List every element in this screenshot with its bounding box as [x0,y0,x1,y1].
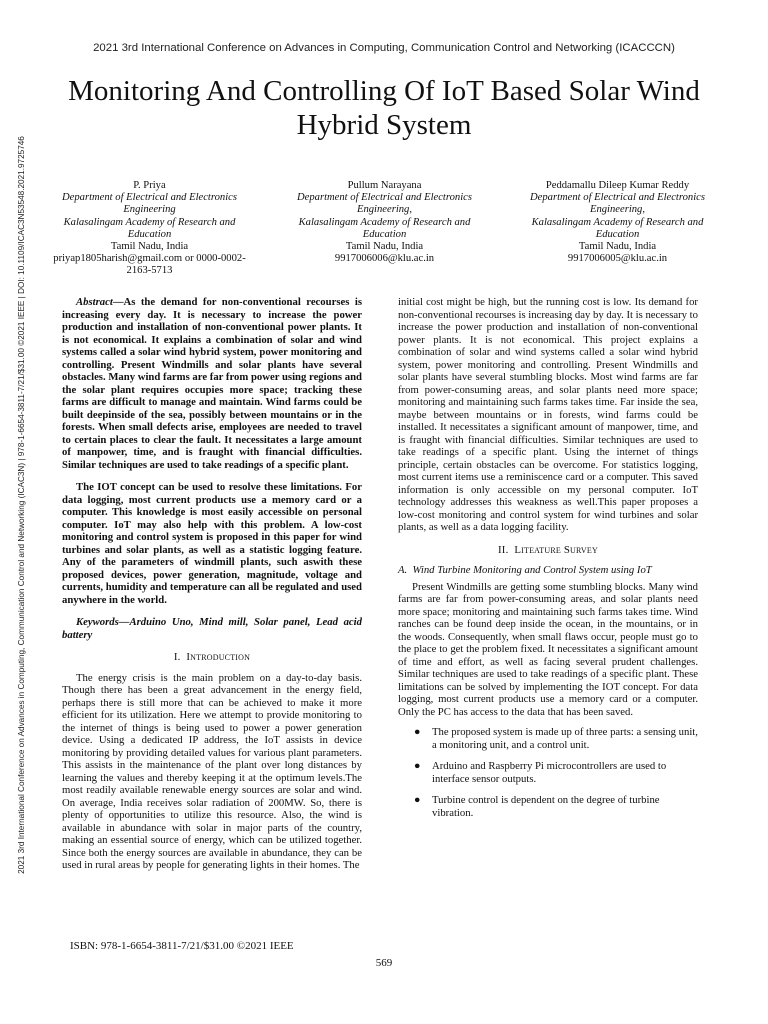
author-contact: priyap1805harish@gmail.com or 0000-0002-2163-5713 [53,253,246,277]
author-block-1 [42,180,257,278]
author-institution: Kalasalingam Academy of Research and Education [531,216,704,240]
author-contact: 9917006006@klu.ac.in [334,253,435,265]
list-item [398,760,698,785]
bullet-icon: ● [414,726,421,738]
conference-header: 2021 3rd International Conference on Advances in Computing, Communication Control and Networking (ICACCCN) [93,42,675,54]
author-institution: Kalasalingam Academy of Research and Education [298,216,471,240]
bullet-icon: ● [414,760,421,772]
bullet-text: Arduino and Raspberry Pi microcontrollers are used to interface sensor outputs. [432,760,667,785]
section-number: I. [173,651,181,663]
author-location: Tamil Nadu, India [578,241,657,253]
keywords-lead: Keywords [76,616,119,628]
side-doi-note: 2021 3rd International Conference on Advances in Computing, Communication Control and Networking (ICAC3N) | 978-1-6654-3811-7/21/$31.00 ©2021 IEEE | DOI: 10.1109/ICAC3N53548.2021.9725746 [17,136,26,874]
author-location: Tamil Nadu, India [110,241,189,253]
right-column [398,296,698,828]
subsection-label: A. [398,564,408,576]
subsection-heading [398,564,698,577]
section-heading-survey [398,544,698,557]
author-name: Pullum Narayana [347,180,422,191]
section-number: II. [498,543,509,556]
keywords-paragraph [62,616,362,641]
page-number: 569 [375,957,393,969]
abstract-paragraph [62,296,362,471]
author-block-2 [277,180,492,265]
author-block-3 [510,180,725,265]
list-item [398,726,698,751]
author-contact: 9917006005@klu.ac.in [567,253,668,265]
survey-paragraph: Present Windmills are getting some stumbling blocks. Many wind farms are far from power-consuming areas, and solar plants need more space; monitoring and maintaining such farms takes time. Wind ranches can be found deep inside the ocean, in the mountains, or in the woods. Consequently, when small flaws occur, people must go to the place to get the problem fixed. It necessitates a significant amount of time and effort, as well as facing several prudent challenges. Similar techniques are used to take readings of a specific plant. These limitations can be solved by implementing the IOT concept. For data logging, most current products use a memory card or a computer. Only the PC has access to the data that has been saved. [398,580,698,718]
section-title: Introduction [186,651,251,663]
continued-paragraph: initial cost might be high, but the running cost is low. Its demand for non-conventional recourses is increasing day by day. It is necessary to increase the power production and installation of non-conventional power plants. It is not economical. This project explains a combination of solar and wind systems called a solar wind hybrid system, power monitoring and controlling. Present Windmills and solar plants have several stumbling blocks. Most wind farms are far from power-consuming areas, and solar plants need more space; monitoring and maintaining such farms takes time. Far inside the sea, maybe between mountains or in forests, wind farms could be installed. It necessitates a significant amount of manpower, time, and is fraught with financial difficulties. Similar techniques are used to take readings of a specific plant. Using the internet of things principle, certain obstacles can be overcome. For statistics logging, most current items use a reminiscence card or a computer. This saved information is only accessible on my personal computer. IoT technology addresses this weakness as well.This paper proposes a low-cost monitoring and control system for wind turbines and solar plants, as well as a data logging facility. [398,296,698,533]
author-name: Peddamallu Dileep Kumar Reddy [545,180,690,191]
bullet-text: The proposed system is made up of three parts: a sensing unit, a monitoring unit, and a control unit. [432,726,698,751]
author-location: Tamil Nadu, India [345,241,424,253]
section-title: Liteature Survey [514,543,598,556]
subsection-title: Wind Turbine Monitoring and Control System using IoT [412,564,652,576]
keywords-text: —Arduino Uno, Mind mill, Solar panel, Lead acid battery [62,616,362,641]
author-name: P. Priya [133,180,166,191]
bullet-text: Turbine control is dependent on the degree of turbine vibration. [432,794,660,819]
author-dept: Department of Electrical and Electronics Engineering [62,192,237,216]
side-margin [17,0,27,1024]
bullet-icon: ● [414,794,421,806]
isbn-footer: ISBN: 978-1-6654-3811-7/21/$31.00 ©2021 IEEE [70,940,294,952]
author-dept: Department of Electrical and Electronics Engineering, [530,192,705,216]
section-heading-introduction [62,651,362,664]
abstract-paragraph-2: The IOT concept can be used to resolve these limitations. For data logging, most current products use a memory card or a computer. This knowledge is most easily accessible on personal computer. IoT may also help with this problem. A low-cost monitoring and control system is proposed in this paper for wind turbines and solar plants, as well as a statistic logging feature. Any of the parameters of windmill plants, such aswith these proposed devices, power generation, magnitude, voltage and currents, humidity and temperature can all be regulated and used anywhere in the world. [62,481,362,606]
abstract-text: —As the demand for non-conventional recourses is increasing every day. It is necessary to increase the power production and installation of non-conventional power plants. It is not economical. It explains a combination of solar and wind systems called a solar wind hybrid system, power monitoring and controlling. Present Windmills and solar plants have several obstacles. Many wind farms are far from power using regions and the solar plant requires occupies more space; tracking these farms are difficult to manage and maintain. Wind farms could be built deepinside of the sea, possibly between mountains or in the forests. When small defects arise, employees are needed to travel to certain places to clear the fault. It necessitates a large amount of manpower, time, and is fraught with financial difficulties. Similar techniques are used to take readings of a specific plant. [62,296,362,471]
left-column [62,296,362,872]
list-item [398,794,698,819]
abstract-lead: Abstract [76,296,113,308]
paper-title: Monitoring And Controlling Of IoT Based Solar Wind Hybrid System [68,75,700,141]
introduction-paragraph: The energy crisis is the main problem on a day-to-day basis. Though there has been a great advancement in the energy field, perhaps there is still more that can be achieved to make it more efficient for its utilization. Here we attempt to provide monitoring to the internet of things is being used to power a power generation device. Using a dedicated IP address, the IoT assists in device monitoring by providing detailed values for various plant parameters. This assists in the maintenance of the plant over long distances by learning the values and thereby keeping it at the optimum levels.The most readily available renewable energy sources are solar and wind. On average, India receives solar radiation of 200MW. So, there is plenty of opportunities to utilize this resource. Also, the wind is available in abundance with solar in major parts of the country, making an essential source of energy, which can be utilized together. Since both the energy sources are available in abundance, they can be used in rural areas by people for generating lights in their homes. The [62,671,362,871]
author-institution: Kalasalingam Academy of Research and Education [63,216,236,240]
bullet-list [398,726,698,819]
author-dept: Department of Electrical and Electronics Engineering, [297,192,472,216]
